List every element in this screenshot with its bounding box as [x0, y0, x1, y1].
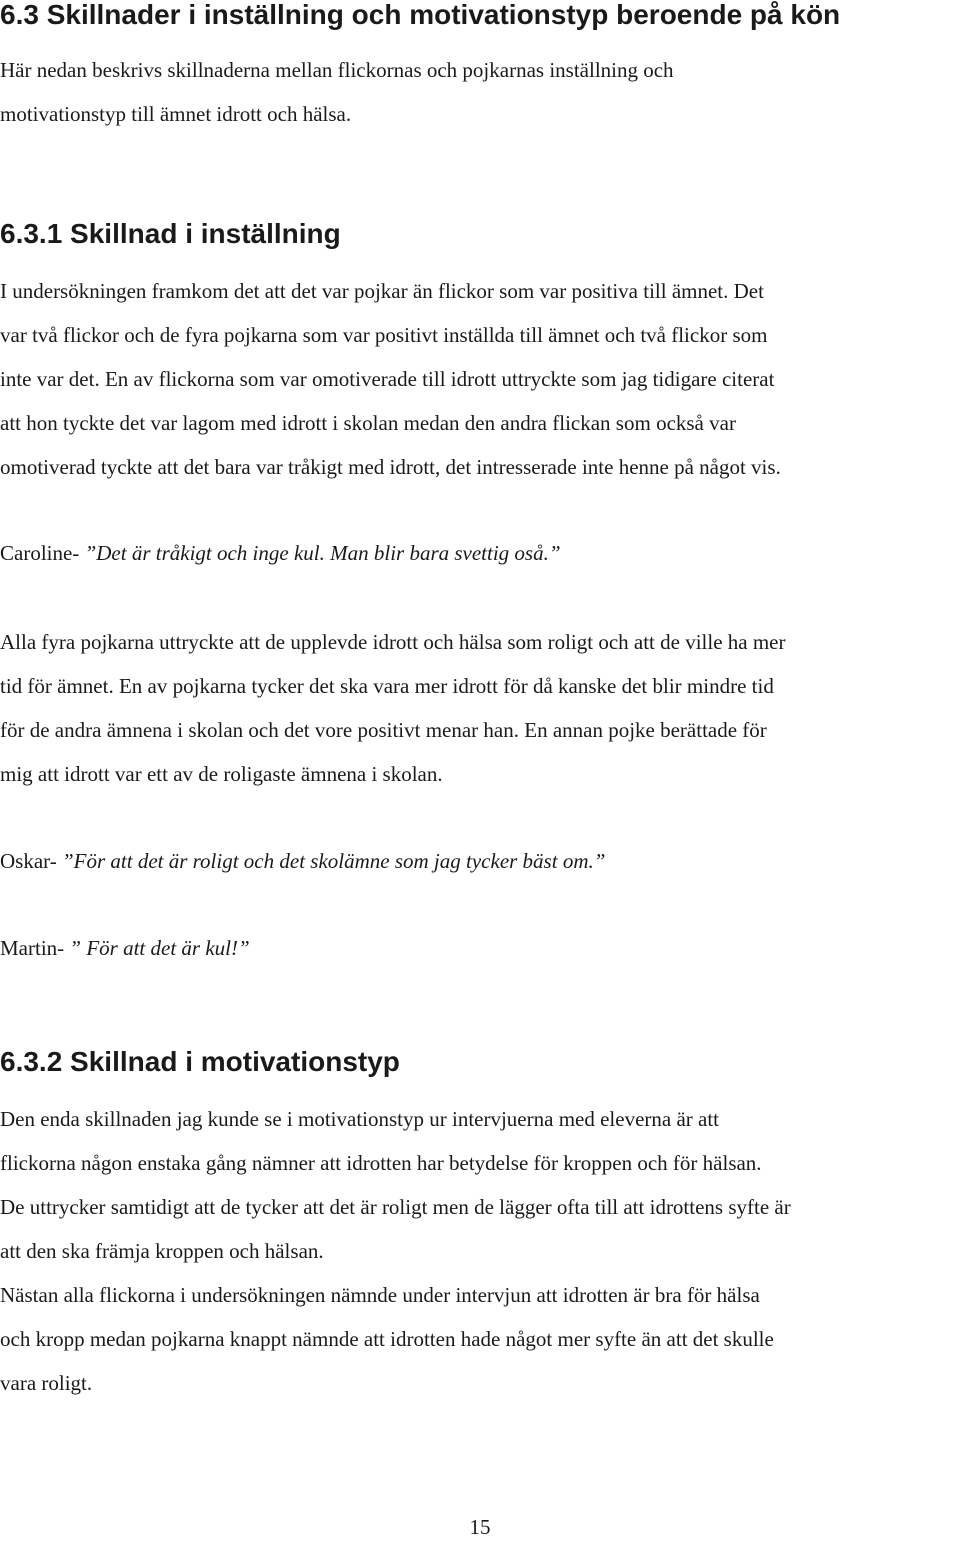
- text-line: Nästan alla flickorna i undersökningen nämnde under intervjun att idrotten är bra för hälsa: [0, 1283, 760, 1307]
- text-line: I undersökningen framkom det att det var pojkar än flickor som var positiva till ämnet. Det: [0, 279, 764, 303]
- text-line: inte var det. En av flickorna som var omotiverade till idrott uttryckte som jag tidigare citerat: [0, 367, 775, 391]
- motivationstyp-paragraph-2: [0, 1273, 960, 1405]
- inställning-paragraph-2: [0, 620, 960, 796]
- text-line: flickorna någon enstaka gång nämner att idrotten har betydelse för kroppen och för hälsan.: [0, 1151, 762, 1175]
- section-intro-paragraph: [0, 48, 960, 136]
- text-line: omotiverad tyckte att det bara var tråkigt med idrott, det intresserade inte henne på något vis.: [0, 455, 781, 479]
- quote-text: ”För att det är roligt och det skolämne som jag tycker bäst om.”: [61, 849, 606, 873]
- subsection-heading-motivationstyp: 6.3.2 Skillnad i motivationstyp: [0, 1046, 400, 1077]
- quote-text: ” För att det är kul!”: [69, 936, 250, 960]
- text-line: De uttrycker samtidigt att de tycker att det är roligt men de lägger ofta till att idrottens syfte är: [0, 1195, 791, 1219]
- text-line: att den ska främja kroppen och hälsan.: [0, 1239, 324, 1263]
- text-line: var två flickor och de fyra pojkarna som var positivt inställda till ämnet och två flickor som: [0, 323, 768, 347]
- motivationstyp-paragraph-1: [0, 1097, 960, 1273]
- inställning-paragraph-1: [0, 269, 960, 489]
- text-line: och kropp medan pojkarna knappt nämnde att idrotten hade något mer syfte än att det skulle: [0, 1327, 774, 1351]
- text-line: vara roligt.: [0, 1371, 93, 1395]
- quote-speaker: Caroline-: [0, 541, 85, 565]
- quote-text: ”Det är tråkigt och inge kul. Man blir bara svettig oså.”: [84, 541, 561, 565]
- text-line: tid för ämnet. En av pojkarna tycker det ska vara mer idrott för då kanske det blir mindre tid: [0, 674, 774, 698]
- quote-caroline: [0, 531, 960, 575]
- text-line: Den enda skillnaden jag kunde se i motivationstyp ur intervjuerna med eleverna är att: [0, 1107, 720, 1131]
- text-line: mig att idrott var ett av de roligaste ämnena i skolan.: [0, 762, 443, 786]
- quote-martin: [0, 926, 960, 970]
- page-number: 15: [469, 1515, 491, 1539]
- quote-oskar: [0, 839, 960, 883]
- quote-speaker: Oskar-: [0, 849, 62, 873]
- subsection-heading-inställning: 6.3.1 Skillnad i inställning: [0, 218, 341, 249]
- text-line: för de andra ämnena i skolan och det vore positivt menar han. En annan pojke berättade för: [0, 718, 767, 742]
- text-line: Alla fyra pojkarna uttryckte att de upplevde idrott och hälsa som roligt och att de ville ha mer: [0, 630, 786, 654]
- text-line: att hon tyckte det var lagom med idrott i skolan medan den andra flickan som också var: [0, 411, 736, 435]
- text-line: motivationstyp till ämnet idrott och hälsa.: [0, 102, 352, 126]
- text-line: Här nedan beskrivs skillnaderna mellan flickornas och pojkarnas inställning och: [0, 58, 674, 82]
- section-heading: 6.3 Skillnader i inställning och motivationstyp beroende på kön: [0, 0, 841, 30]
- quote-speaker: Martin-: [0, 936, 70, 960]
